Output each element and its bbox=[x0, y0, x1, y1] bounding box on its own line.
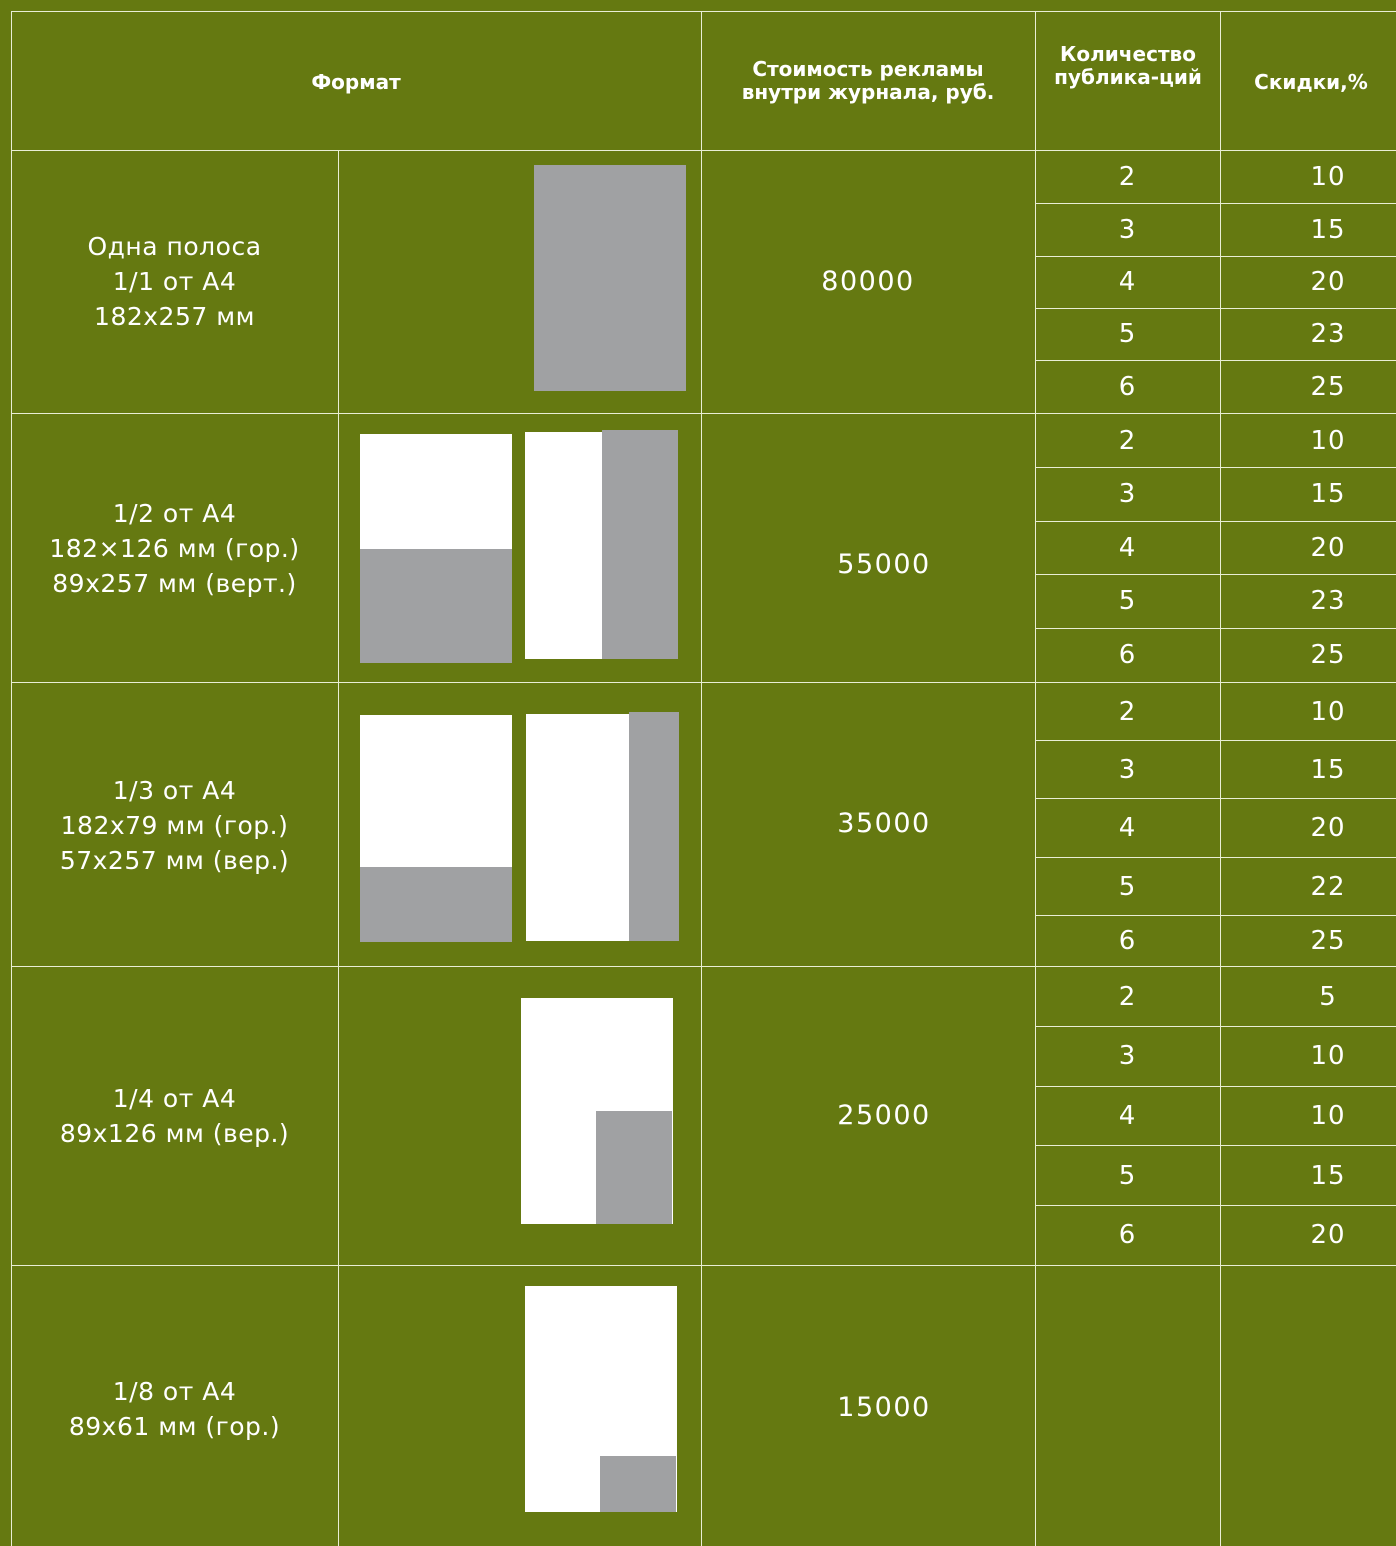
count-value: 3 bbox=[1118, 755, 1137, 785]
count-value: 6 bbox=[1118, 1220, 1137, 1250]
discount-value: 10 bbox=[1310, 162, 1346, 192]
count-value: 3 bbox=[1118, 215, 1137, 245]
discount-value: 10 bbox=[1310, 697, 1346, 727]
grid-line bbox=[11, 413, 1396, 414]
discount-value: 20 bbox=[1310, 1220, 1346, 1250]
count-value: 6 bbox=[1118, 372, 1137, 402]
discount-value: 20 bbox=[1310, 267, 1346, 297]
count-value: 2 bbox=[1118, 982, 1137, 1012]
ad-area bbox=[629, 712, 679, 941]
format-label: 1/4 от А4 89х126 мм (вер.) bbox=[59, 1084, 290, 1148]
discount-value: 15 bbox=[1310, 215, 1346, 245]
count-value: 5 bbox=[1118, 872, 1137, 902]
format-label: 1/3 от А4 182х79 мм (гор.) 57х257 мм (вер.) bbox=[59, 776, 290, 875]
discount-value: 23 bbox=[1310, 319, 1346, 349]
count-value: 6 bbox=[1118, 640, 1137, 670]
format-label: Одна полоса 1/1 от А4 182х257 мм bbox=[87, 232, 262, 331]
discount-value: 15 bbox=[1310, 755, 1346, 785]
discount-value: 15 bbox=[1310, 479, 1346, 509]
count-value: 4 bbox=[1118, 1101, 1137, 1131]
grid-line bbox=[1035, 1086, 1396, 1087]
price-value: 80000 bbox=[821, 266, 915, 297]
price-value: 55000 bbox=[837, 549, 931, 580]
grid-line bbox=[1035, 1205, 1396, 1206]
format-label: 1/2 от А4 182×126 мм (гор.) 89х257 мм (верт.) bbox=[49, 499, 300, 598]
price-value: 25000 bbox=[837, 1100, 931, 1131]
grid-line bbox=[1035, 628, 1396, 629]
grid-line bbox=[1035, 857, 1396, 858]
ad-area bbox=[360, 867, 512, 942]
discount-value: 20 bbox=[1310, 533, 1346, 563]
grid-line bbox=[1035, 574, 1396, 575]
grid-line bbox=[1035, 798, 1396, 799]
discount-value: 5 bbox=[1319, 982, 1337, 1012]
grid-line bbox=[701, 11, 702, 1546]
discount-value: 10 bbox=[1310, 1041, 1346, 1071]
grid-line bbox=[1035, 521, 1396, 522]
ad-area bbox=[534, 165, 686, 391]
header-price: Стоимость рекламы внутри журнала, руб. bbox=[741, 57, 995, 104]
count-value: 4 bbox=[1118, 533, 1137, 563]
format-label: 1/8 от А4 89х61 мм (гор.) bbox=[68, 1377, 281, 1441]
grid-line bbox=[1035, 467, 1396, 468]
grid-line bbox=[1035, 360, 1396, 361]
count-value: 4 bbox=[1118, 267, 1137, 297]
grid-line bbox=[11, 150, 1396, 151]
discount-value: 20 bbox=[1310, 813, 1346, 843]
grid-line bbox=[11, 966, 1396, 967]
ad-area bbox=[602, 430, 678, 659]
grid-line bbox=[1035, 256, 1396, 257]
price-value: 35000 bbox=[837, 808, 931, 839]
grid-line bbox=[1035, 1145, 1396, 1146]
count-value: 5 bbox=[1118, 1161, 1137, 1191]
header-format: Формат bbox=[311, 70, 401, 94]
discount-value: 25 bbox=[1310, 926, 1346, 956]
count-value: 3 bbox=[1118, 479, 1137, 509]
discount-value: 23 bbox=[1310, 586, 1346, 616]
ad-area bbox=[600, 1456, 676, 1512]
discount-value: 25 bbox=[1310, 372, 1346, 402]
grid-line bbox=[11, 1265, 1396, 1266]
ad-area bbox=[596, 1111, 672, 1224]
price-value: 15000 bbox=[837, 1392, 931, 1423]
discount-value: 22 bbox=[1310, 872, 1346, 902]
count-value: 2 bbox=[1118, 697, 1137, 727]
discount-value: 15 bbox=[1310, 1161, 1346, 1191]
header-count: Количество публика-ций bbox=[1054, 42, 1202, 89]
grid-line bbox=[1035, 203, 1396, 204]
grid-line bbox=[338, 150, 339, 1546]
grid-line bbox=[1035, 1026, 1396, 1027]
count-value: 3 bbox=[1118, 1041, 1137, 1071]
grid-line bbox=[1035, 308, 1396, 309]
grid-line bbox=[11, 682, 1396, 683]
count-value: 6 bbox=[1118, 926, 1137, 956]
count-value: 5 bbox=[1118, 586, 1137, 616]
discount-value: 10 bbox=[1310, 1101, 1346, 1131]
ad-area bbox=[360, 549, 512, 663]
discount-value: 10 bbox=[1310, 426, 1346, 456]
grid-line bbox=[11, 11, 1396, 12]
header-discount: Скидки,% bbox=[1254, 70, 1368, 94]
discount-value: 25 bbox=[1310, 640, 1346, 670]
count-value: 4 bbox=[1118, 813, 1137, 843]
count-value: 2 bbox=[1118, 162, 1137, 192]
count-value: 5 bbox=[1118, 319, 1137, 349]
grid-line bbox=[1035, 915, 1396, 916]
count-value: 2 bbox=[1118, 426, 1137, 456]
grid-line bbox=[1035, 740, 1396, 741]
